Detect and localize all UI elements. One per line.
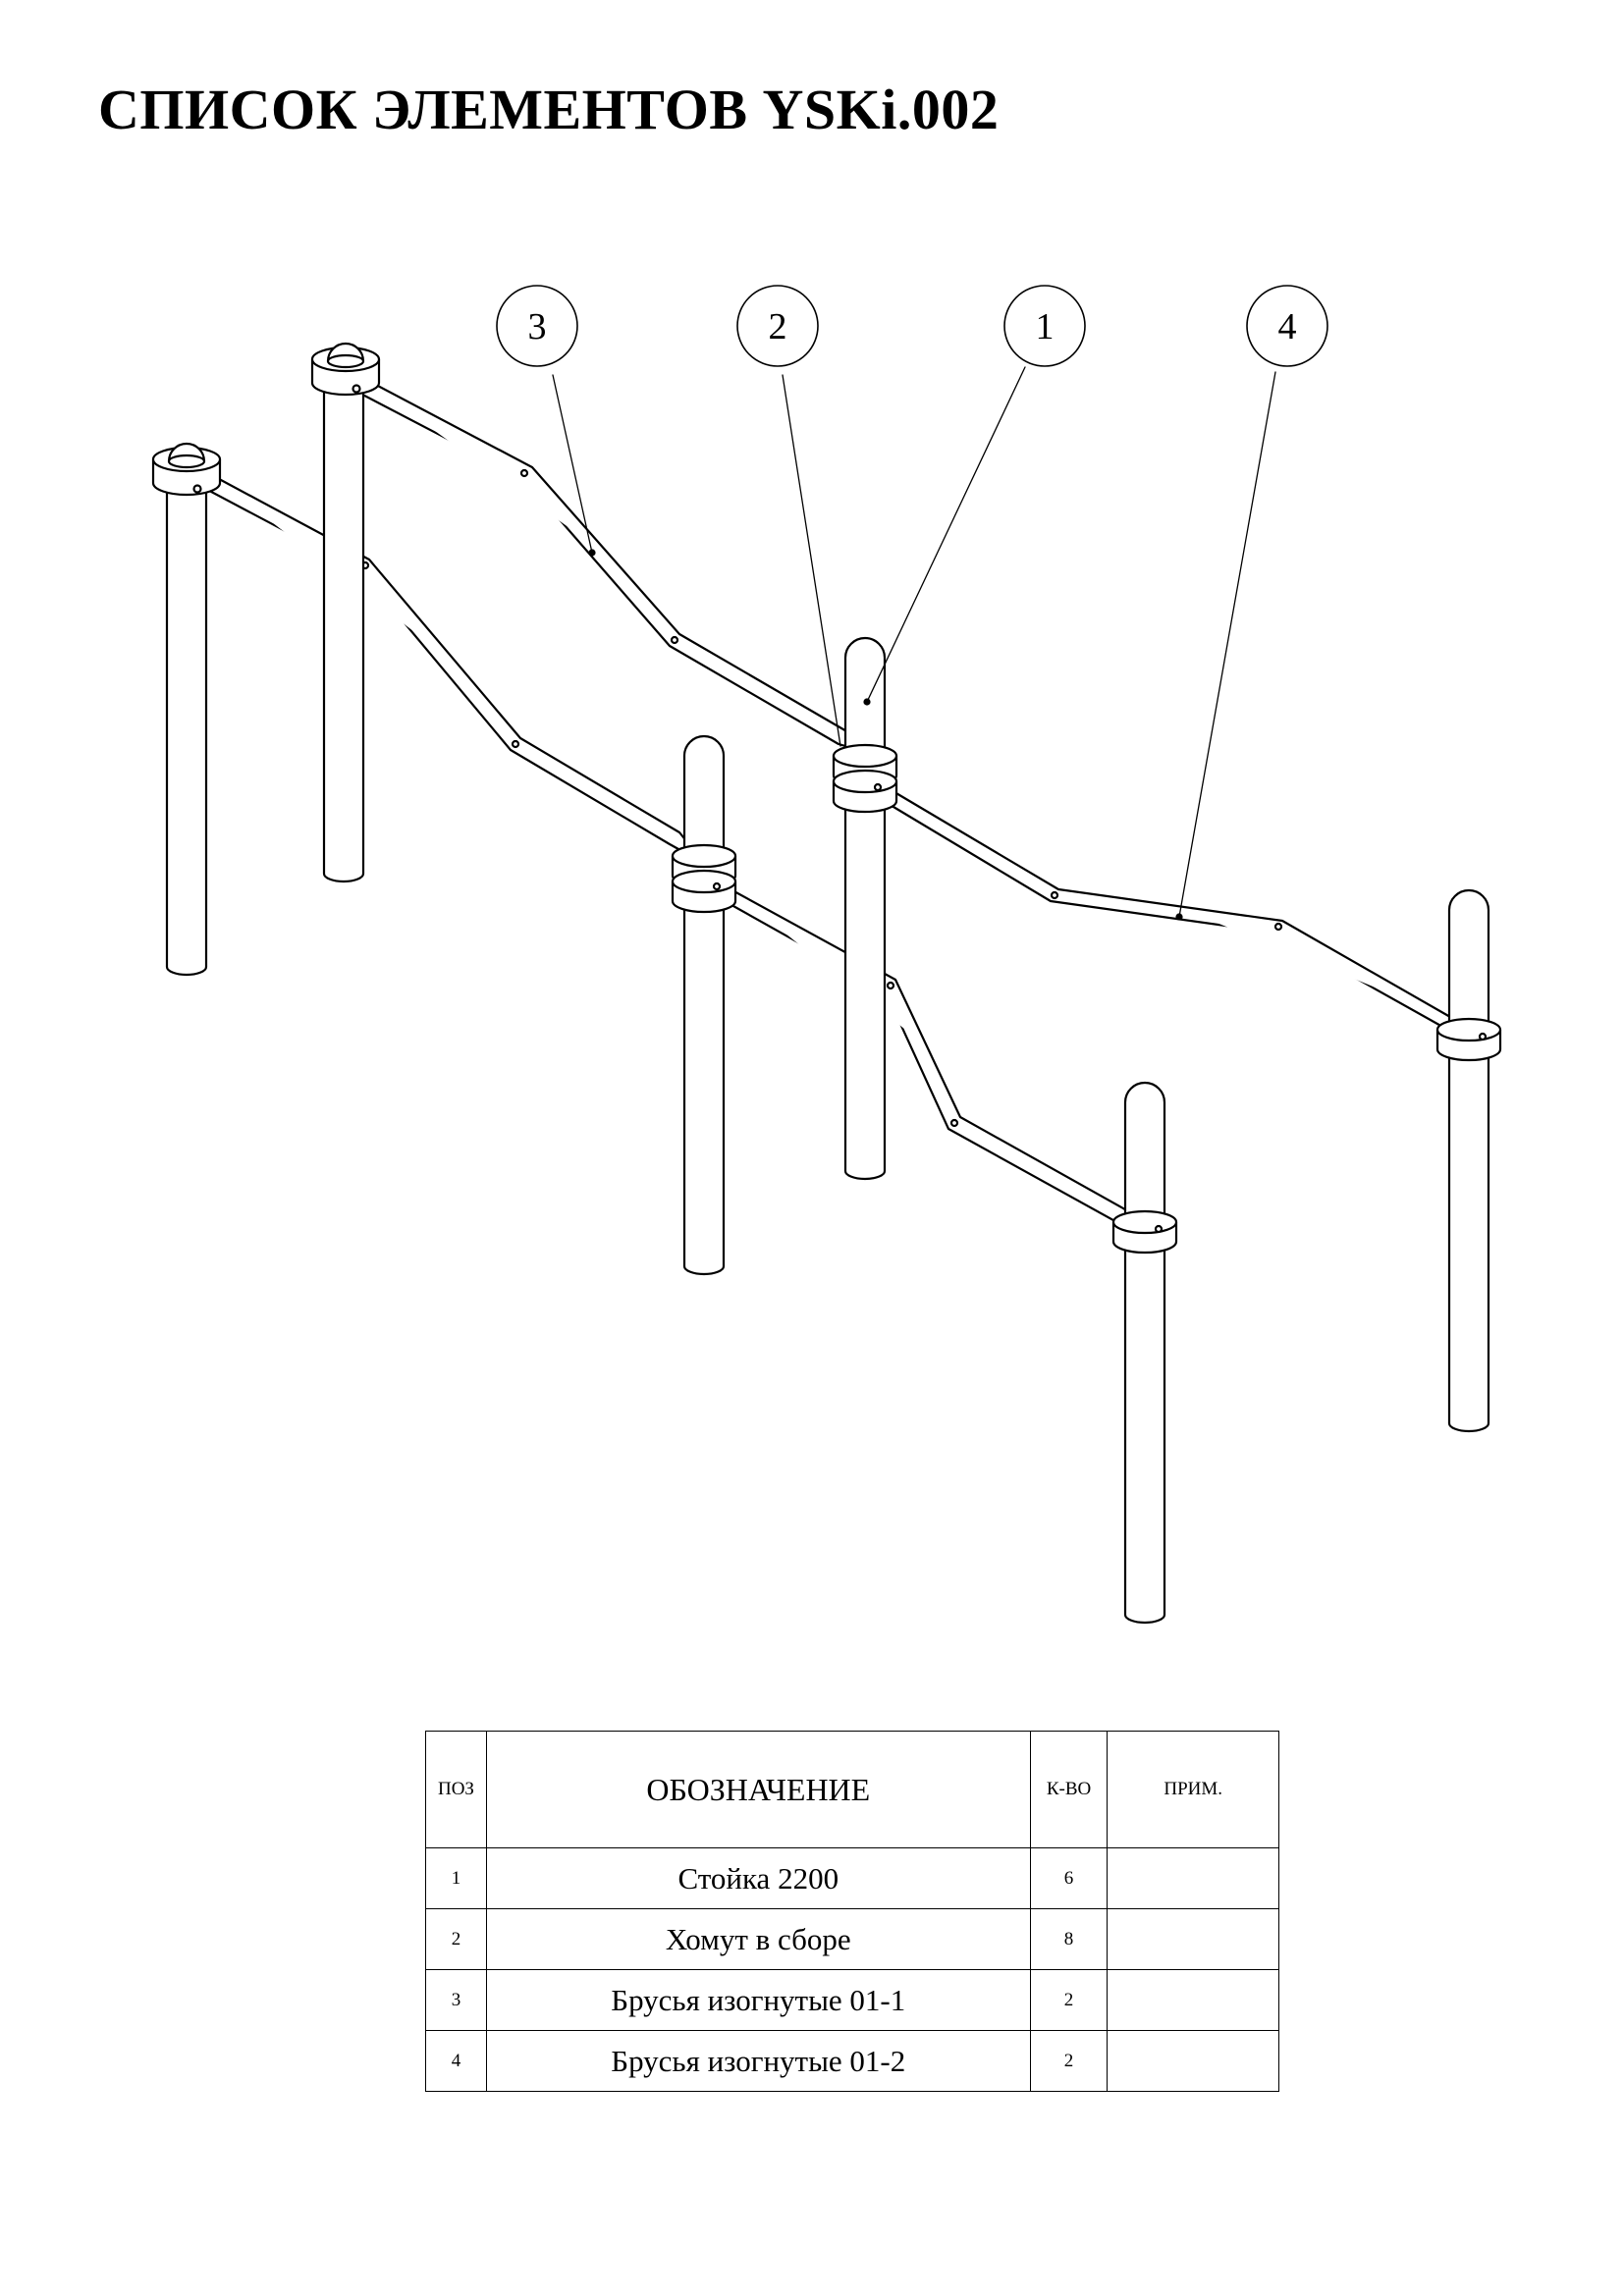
table-row xyxy=(426,2031,1279,2092)
row-qty: 8 xyxy=(1030,1909,1108,1970)
row-qty: 2 xyxy=(1030,2031,1108,2092)
row-pos: 2 xyxy=(426,1909,487,1970)
row-note xyxy=(1108,1848,1279,1909)
table-row xyxy=(426,1848,1279,1909)
row-pos: 4 xyxy=(426,2031,487,2092)
callout-1-label: 1 xyxy=(1035,306,1055,347)
header-pos: ПОЗ xyxy=(426,1732,487,1848)
post-c xyxy=(673,736,735,1274)
table-row xyxy=(426,1970,1279,2031)
post-d xyxy=(834,638,896,1179)
callout-4-label: 4 xyxy=(1277,306,1297,347)
table-header-row xyxy=(426,1732,1279,1848)
row-note xyxy=(1108,1970,1279,2031)
row-qty: 2 xyxy=(1030,1970,1108,2031)
post-e xyxy=(1113,1083,1176,1623)
row-note xyxy=(1108,2031,1279,2092)
row-pos: 3 xyxy=(426,1970,487,2031)
row-name: Хомут в сборе xyxy=(486,1909,1030,1970)
callout-3-label: 3 xyxy=(527,306,547,347)
table-row xyxy=(426,1909,1279,1970)
row-name: Брусья изогнутые 01-2 xyxy=(486,2031,1030,2092)
bar-3-back-left xyxy=(348,375,866,752)
page-title: СПИСОК ЭЛЕМЕНТОВ YSKi.002 xyxy=(98,78,1000,141)
row-qty: 6 xyxy=(1030,1848,1108,1909)
bar-4-front-right xyxy=(725,889,1139,1229)
row-name: Брусья изогнутые 01-1 xyxy=(486,1970,1030,2031)
post-f xyxy=(1437,890,1500,1431)
bar-4-back-right xyxy=(884,789,1457,1033)
callout-2-label: 2 xyxy=(768,306,787,347)
header-note: ПРИМ. xyxy=(1108,1732,1279,1848)
post-b xyxy=(153,444,220,975)
row-note xyxy=(1108,1909,1279,1970)
header-qty: К-ВО xyxy=(1030,1732,1108,1848)
row-pos: 1 xyxy=(426,1848,487,1909)
row-name: Стойка 2200 xyxy=(486,1848,1030,1909)
header-name: ОБОЗНАЧЕНИЕ xyxy=(486,1732,1030,1848)
bar-3-front-left xyxy=(198,473,687,854)
parts-list-table xyxy=(425,1731,1279,2092)
